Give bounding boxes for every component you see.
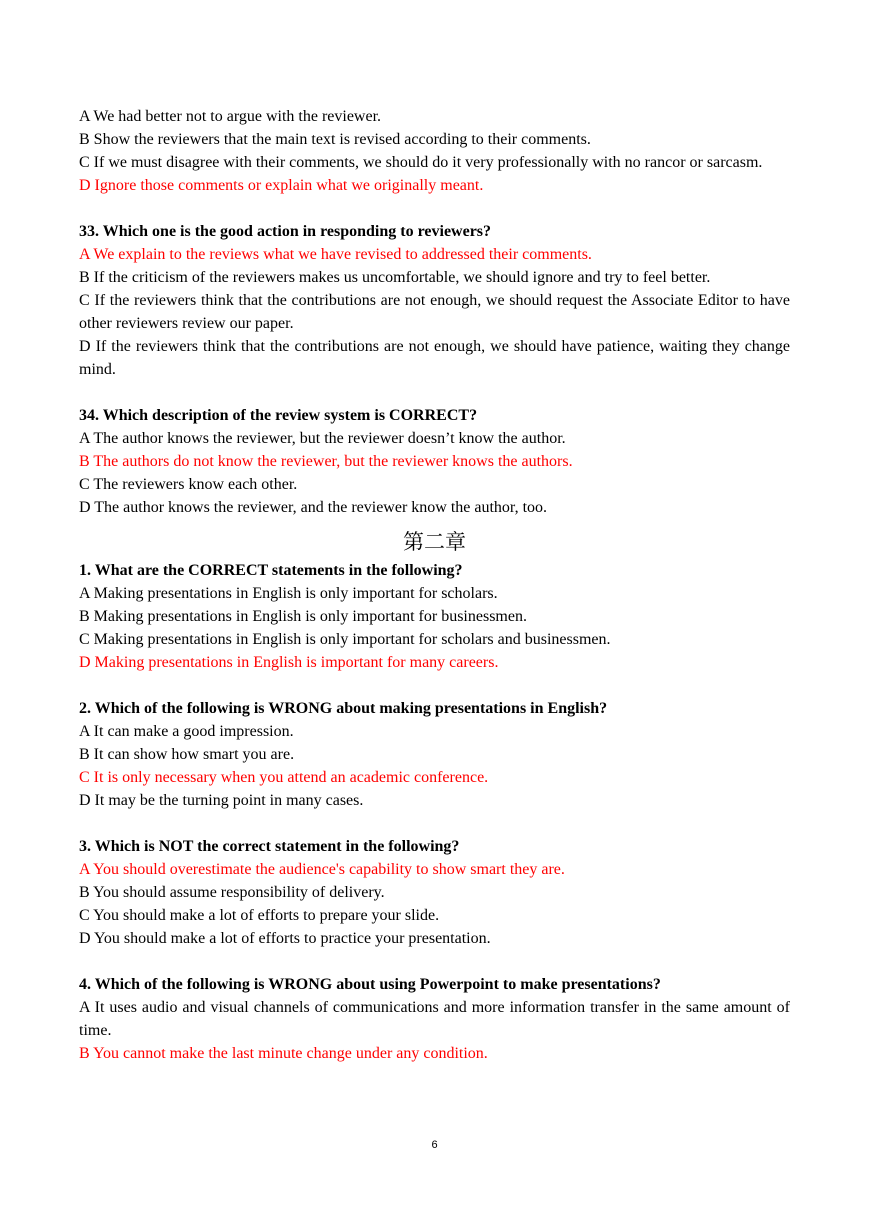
option-b: B If the criticism of the reviewers makes us uncomfortable, we should ignore and try to feel better. — [79, 269, 711, 286]
option-b-correct: B The authors do not know the reviewer, but the reviewer knows the authors. — [79, 453, 573, 470]
option-b: B You should assume responsibility of delivery. — [79, 884, 385, 901]
option-a: A Making presentations in English is only important for scholars. — [79, 585, 498, 602]
question-4: 4. Which of the following is WRONG about using Powerpoint to make presentations? — [79, 976, 661, 993]
spacer — [79, 674, 790, 697]
option-d-correct: D Making presentations in English is important for many careers. — [79, 654, 499, 671]
option-d: D It may be the turning point in many cases. — [79, 792, 364, 809]
option-a: A It uses audio and visual channels of communications and more information transfer in the same amount of time. — [79, 999, 790, 1039]
option-b: B Making presentations in English is only important for businessmen. — [79, 608, 527, 625]
question-1: 1. What are the CORRECT statements in the following? — [79, 562, 463, 579]
question-2: 2. Which of the following is WRONG about making presentations in English? — [79, 700, 608, 717]
option-c: C If we must disagree with their comments, we should do it very professionally with no rancor or sarcasm. — [79, 154, 763, 171]
question-33: 33. Which one is the good action in responding to reviewers? — [79, 223, 492, 240]
question-block-prev — [79, 105, 790, 197]
option-d: D If the reviewers think that the contributions are not enough, we should have patience, waiting they change mind. — [79, 338, 790, 378]
option-c-correct: C It is only necessary when you attend an academic conference. — [79, 769, 489, 786]
option-b: B It can show how smart you are. — [79, 746, 295, 763]
option-a-correct: A We explain to the reviews what we have revised to addressed their comments. — [79, 246, 592, 263]
spacer — [79, 950, 790, 973]
question-34: 34. Which description of the review system is CORRECT? — [79, 407, 478, 424]
document-page — [79, 105, 790, 1065]
option-d-correct: D Ignore those comments or explain what we originally meant. — [79, 177, 484, 194]
option-c: C If the reviewers think that the contributions are not enough, we should request the Associate Editor to have other reviewers review our paper. — [79, 292, 790, 332]
question-3: 3. Which is NOT the correct statement in the following? — [79, 838, 460, 855]
option-d: D The author knows the reviewer, and the reviewer know the author, too. — [79, 499, 548, 516]
question-block-ch2-3 — [79, 835, 790, 950]
option-c: C Making presentations in English is only important for scholars and businessmen. — [79, 631, 611, 648]
option-a-correct: A You should overestimate the audience's capability to show smart they are. — [79, 861, 565, 878]
page-number: 6 — [431, 1139, 438, 1151]
option-c: C You should make a lot of efforts to prepare your slide. — [79, 907, 440, 924]
option-a: A It can make a good impression. — [79, 723, 294, 740]
option-b: B Show the reviewers that the main text is revised according to their comments. — [79, 131, 591, 148]
question-block-33 — [79, 220, 790, 381]
question-block-ch2-1 — [79, 559, 790, 674]
option-d: D You should make a lot of efforts to practice your presentation. — [79, 930, 491, 947]
option-a: A We had better not to argue with the reviewer. — [79, 108, 382, 125]
option-c: C The reviewers know each other. — [79, 476, 298, 493]
question-block-34 — [79, 404, 790, 519]
spacer — [79, 381, 790, 404]
option-b-correct: B You cannot make the last minute change under any condition. — [79, 1045, 488, 1062]
question-block-ch2-4 — [79, 973, 790, 1065]
question-block-ch2-2 — [79, 697, 790, 812]
chapter-title: 第二章 — [403, 530, 466, 554]
spacer — [79, 812, 790, 835]
option-a: A The author knows the reviewer, but the reviewer doesn’t know the author. — [79, 430, 566, 447]
spacer — [79, 197, 790, 220]
